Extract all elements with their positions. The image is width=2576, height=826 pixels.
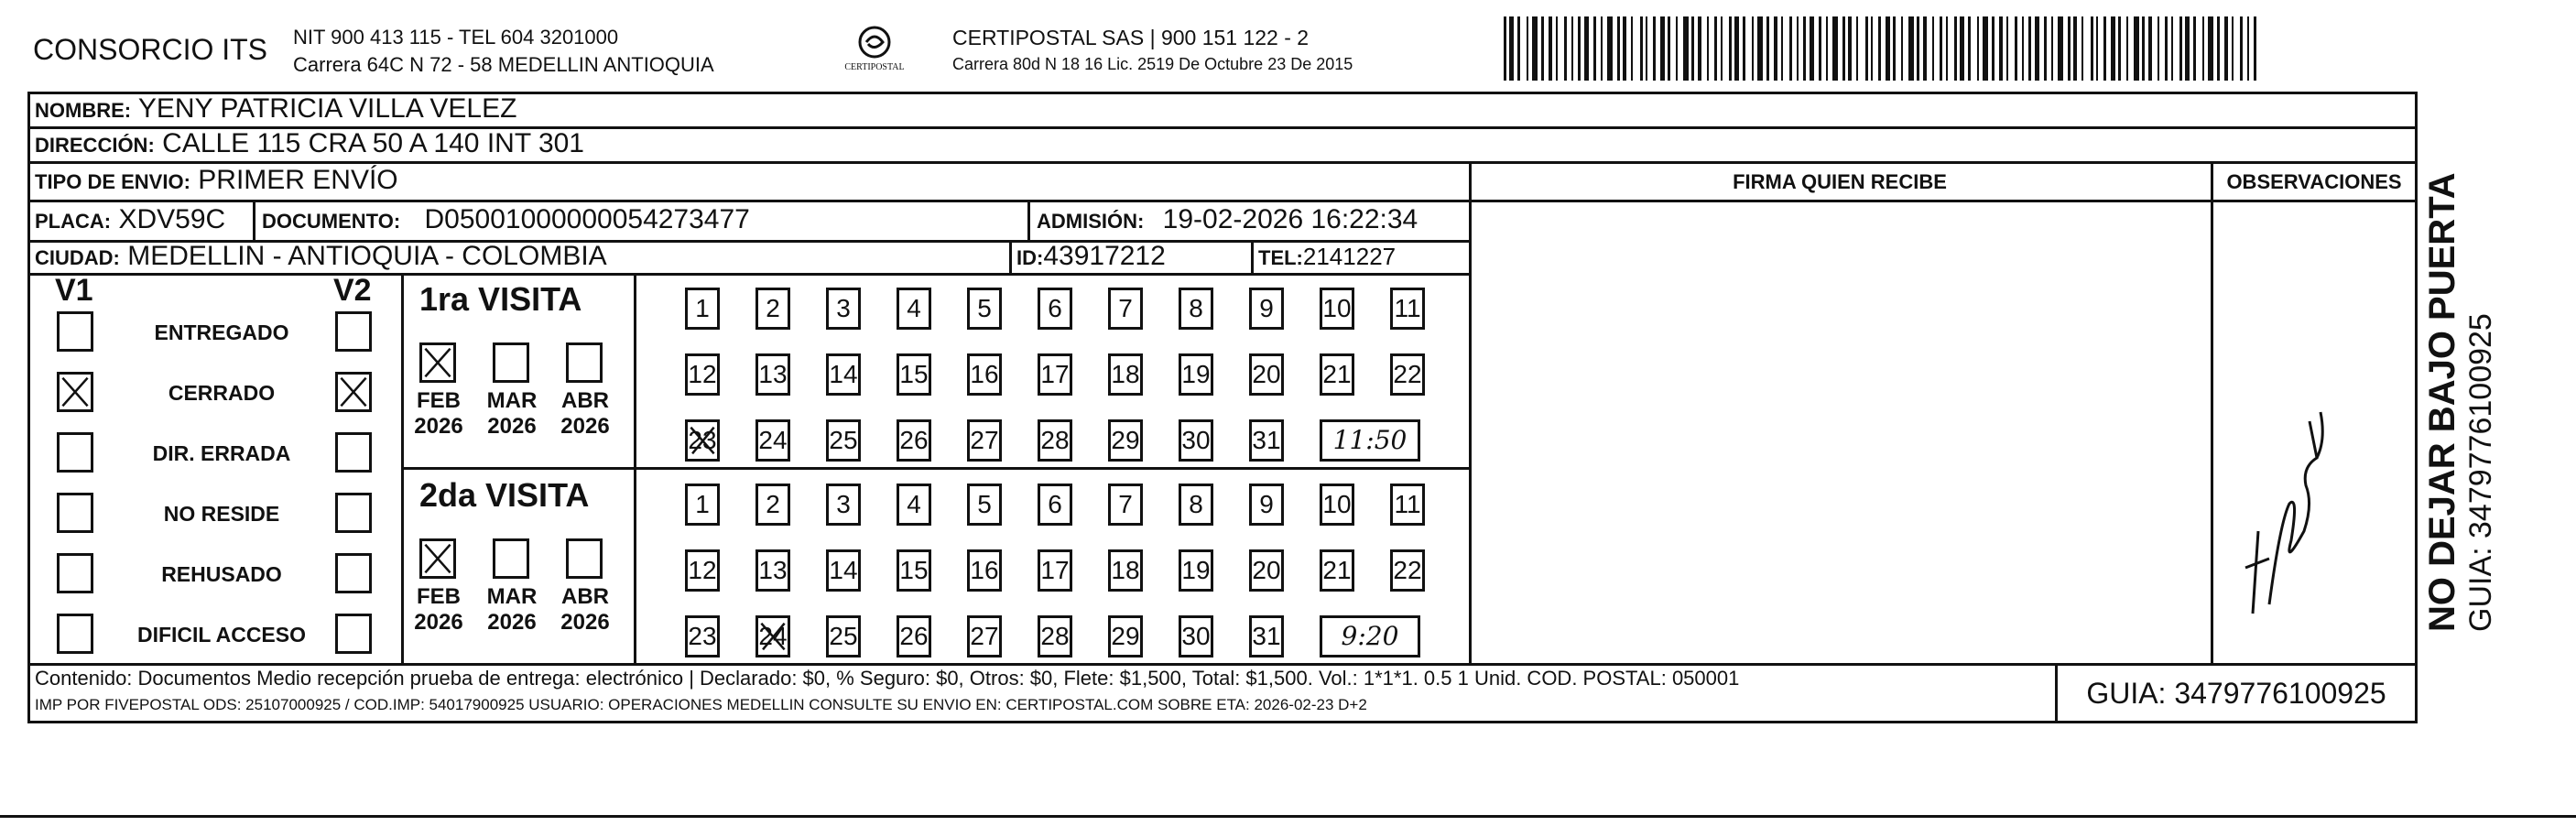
- day-box[interactable]: 18: [1108, 549, 1143, 592]
- id-label: ID:: [1016, 246, 1044, 269]
- day-box[interactable]: 20: [1249, 549, 1284, 592]
- tel-label: TEL:: [1258, 246, 1303, 269]
- placa-label: PLACA:: [35, 210, 112, 233]
- day-box[interactable]: 15: [897, 353, 931, 396]
- day-box[interactable]: 4: [897, 288, 931, 330]
- carrier-line-1: CERTIPOSTAL SAS | 900 151 122 - 2: [952, 26, 1310, 49]
- month-checkbox[interactable]: [493, 538, 529, 579]
- day-box[interactable]: 5: [967, 288, 1002, 330]
- day-box[interactable]: 18: [1108, 353, 1143, 396]
- month-checkbox[interactable]: [493, 342, 529, 383]
- day-box[interactable]: 20: [1249, 353, 1284, 396]
- direccion-value: CALLE 115 CRA 50 A 140 INT 301: [162, 128, 584, 158]
- day-box[interactable]: 12: [685, 353, 720, 396]
- day-box[interactable]: 11: [1390, 484, 1425, 526]
- month-label: FEB 2026: [414, 584, 463, 635]
- admision-field: [1037, 200, 1418, 240]
- day-box[interactable]: 27: [967, 615, 1002, 658]
- ciudad-field: [35, 240, 607, 273]
- header: [27, 13, 2427, 88]
- day-box[interactable]: 31: [1249, 615, 1284, 658]
- side-notice: [2422, 119, 2503, 632]
- placa-field: [35, 200, 225, 240]
- day-box[interactable]: 9: [1249, 288, 1284, 330]
- day-box[interactable]: 1: [685, 288, 720, 330]
- status-label: DIFICIL ACCESO: [136, 623, 306, 647]
- month-checkbox[interactable]: [566, 538, 603, 579]
- side-notice-guia: GUIA: 3479776100925: [2463, 313, 2498, 632]
- day-box[interactable]: 7: [1108, 288, 1143, 330]
- v2-checkbox-4[interactable]: [335, 553, 372, 593]
- day-box[interactable]: 31: [1249, 419, 1284, 462]
- v1-checkbox-0[interactable]: [57, 311, 93, 352]
- day-box[interactable]: 6: [1038, 484, 1072, 526]
- day-box[interactable]: 10: [1320, 484, 1354, 526]
- day-box[interactable]: 29: [1108, 615, 1143, 658]
- day-box[interactable]: 6: [1038, 288, 1072, 330]
- day-box[interactable]: 27: [967, 419, 1002, 462]
- id-value: 43917212: [1043, 241, 1166, 271]
- day-box[interactable]: 15: [897, 549, 931, 592]
- day-box[interactable]: 14: [826, 549, 861, 592]
- ciudad-value: MEDELLIN - ANTIOQUIA - COLOMBIA: [127, 241, 607, 271]
- direccion-label: DIRECCIÓN:: [35, 134, 155, 157]
- nombre-label: NOMBRE:: [35, 99, 132, 122]
- v1-checkbox-1[interactable]: [57, 372, 93, 412]
- month-label: MAR 2026: [486, 584, 538, 635]
- status-label: DIR. ERRADA: [152, 441, 291, 465]
- admision-label: ADMISIÓN:: [1037, 210, 1145, 233]
- tipo-value: PRIMER ENVÍO: [198, 165, 398, 195]
- day-box[interactable]: 22: [1390, 353, 1425, 396]
- tel-field: [1258, 240, 1396, 273]
- day-box[interactable]: 7: [1108, 484, 1143, 526]
- tel-value: 2141227: [1302, 243, 1397, 270]
- divider-observaciones: [2211, 161, 2213, 663]
- v1-checkbox-5[interactable]: [57, 614, 93, 654]
- footer-guia: GUIA: 3479776100925: [2086, 677, 2386, 710]
- logo-text: CERTIPOSTAL: [844, 62, 905, 72]
- day-box[interactable]: 21: [1320, 549, 1354, 592]
- day-box[interactable]: 25: [826, 615, 861, 658]
- month-label: ABR 2026: [560, 388, 610, 439]
- day-box[interactable]: 30: [1179, 419, 1213, 462]
- day-box[interactable]: 16: [967, 549, 1002, 592]
- visit-time: 9:20: [1320, 615, 1420, 658]
- day-box[interactable]: 2: [755, 484, 790, 526]
- v2-checkbox-5[interactable]: [335, 614, 372, 654]
- day-box[interactable]: 10: [1320, 288, 1354, 330]
- v1-checkbox-2[interactable]: [57, 432, 93, 473]
- day-box[interactable]: 11: [1390, 288, 1425, 330]
- month-label: ABR 2026: [560, 584, 610, 635]
- v2-checkbox-3[interactable]: [335, 493, 372, 533]
- divider-firma: [1469, 161, 1472, 663]
- day-box[interactable]: 19: [1179, 549, 1213, 592]
- v1-checkbox-3[interactable]: [57, 493, 93, 533]
- direccion-row: [35, 126, 584, 161]
- visit-title: 2da VISITA: [419, 476, 590, 514]
- month-checkbox[interactable]: [566, 342, 603, 383]
- company-name: CONSORCIO ITS: [33, 33, 268, 66]
- day-box[interactable]: 8: [1179, 288, 1213, 330]
- day-box[interactable]: 3: [826, 288, 861, 330]
- id-field: [1016, 240, 1166, 273]
- day-box[interactable]: 30: [1179, 615, 1213, 658]
- certipostal-logo: [833, 22, 916, 82]
- v2-checkbox-1[interactable]: [335, 372, 372, 412]
- side-notice-line1: NO DEJAR BAJO PUERTA: [2422, 172, 2462, 632]
- v1-checkbox-4[interactable]: [57, 553, 93, 593]
- day-box[interactable]: 4: [897, 484, 931, 526]
- visit-time: 11:50: [1320, 419, 1420, 462]
- day-box[interactable]: 19: [1179, 353, 1213, 396]
- company-line-2: Carrera 64C N 72 - 58 MEDELLIN ANTIOQUIA: [293, 53, 714, 76]
- day-box[interactable]: 21: [1320, 353, 1354, 396]
- month-checkbox[interactable]: [419, 538, 456, 579]
- firma-header: FIRMA QUIEN RECIBE: [1733, 170, 1947, 193]
- documento-label: DOCUMENTO:: [262, 210, 401, 233]
- footer-contenido: Contenido: Documentos Medio recepción prueba de entrega: electrónico | Declarado: $0, % Seguro: $0, Otros: $0, Flete: $1,500, Total: $1,500. Vol.: 1*1*1. 0.5 1 Unid. COD. POSTAL: 050001: [35, 667, 1740, 690]
- day-box[interactable]: 12: [685, 549, 720, 592]
- documento-field: [262, 200, 750, 240]
- day-box[interactable]: 28: [1038, 419, 1072, 462]
- day-box[interactable]: 13: [755, 353, 790, 396]
- nombre-value: YENY PATRICIA VILLA VELEZ: [137, 93, 517, 124]
- carrier-line-2: Carrera 80d N 18 16 Lic. 2519 De Octubre 23 De 2015: [952, 55, 1353, 73]
- documento-value: D05001000000054273477: [424, 204, 750, 234]
- day-box[interactable]: 29: [1108, 419, 1143, 462]
- day-box[interactable]: 2: [755, 288, 790, 330]
- day-box[interactable]: 17: [1038, 549, 1072, 592]
- v2-checkbox-2[interactable]: [335, 432, 372, 473]
- day-box[interactable]: 25: [826, 419, 861, 462]
- day-box[interactable]: 22: [1390, 549, 1425, 592]
- day-box[interactable]: 16: [967, 353, 1002, 396]
- day-box[interactable]: 23: [685, 615, 720, 658]
- tipo-row: [35, 161, 398, 200]
- day-box[interactable]: 13: [755, 549, 790, 592]
- visit-title: 1ra VISITA: [419, 280, 582, 318]
- day-box[interactable]: 23: [685, 419, 720, 462]
- day-box[interactable]: 24: [755, 419, 790, 462]
- day-box[interactable]: 17: [1038, 353, 1072, 396]
- nombre-row: [35, 92, 516, 126]
- status-label: CERRADO: [168, 381, 276, 405]
- recipient-signature: [2225, 385, 2353, 623]
- tipo-label: TIPO DE ENVIO:: [35, 170, 190, 193]
- day-box[interactable]: 28: [1038, 615, 1072, 658]
- day-box[interactable]: 24: [755, 615, 790, 658]
- day-box[interactable]: 5: [967, 484, 1002, 526]
- day-box[interactable]: 14: [826, 353, 861, 396]
- day-box[interactable]: 9: [1249, 484, 1284, 526]
- v2-checkbox-0[interactable]: [335, 311, 372, 352]
- month-checkbox[interactable]: [419, 342, 456, 383]
- status-label: NO RESIDE: [163, 502, 280, 526]
- admision-value: 19-02-2026 16:22:34: [1162, 204, 1418, 234]
- barcode: [1504, 16, 2264, 81]
- footer-impresion: IMP POR FIVEPOSTAL ODS: 25107000925 / COD.IMP: 54017900925 USUARIO: OPERACIONES MEDELLIN CONSULTE SU ENVIO EN: CERTIPOSTAL.COM SOBRE ETA: 2026-02-23 D+2: [35, 696, 1367, 713]
- day-box[interactable]: 26: [897, 419, 931, 462]
- observaciones-header: OBSERVACIONES: [2226, 170, 2402, 193]
- ciudad-label: CIUDAD:: [35, 246, 120, 269]
- company-line-1: NIT 900 413 115 - TEL 604 3201000: [293, 26, 619, 49]
- day-box[interactable]: 8: [1179, 484, 1213, 526]
- placa-value: XDV59C: [118, 204, 226, 234]
- month-label: MAR 2026: [486, 388, 538, 439]
- month-label: FEB 2026: [414, 388, 463, 439]
- day-box[interactable]: 1: [685, 484, 720, 526]
- day-box[interactable]: 3: [826, 484, 861, 526]
- status-label: REHUSADO: [161, 562, 282, 586]
- v1-heading: V1: [55, 273, 93, 308]
- v2-heading: V2: [333, 273, 372, 308]
- status-label: ENTREGADO: [154, 321, 289, 344]
- day-box[interactable]: 26: [897, 615, 931, 658]
